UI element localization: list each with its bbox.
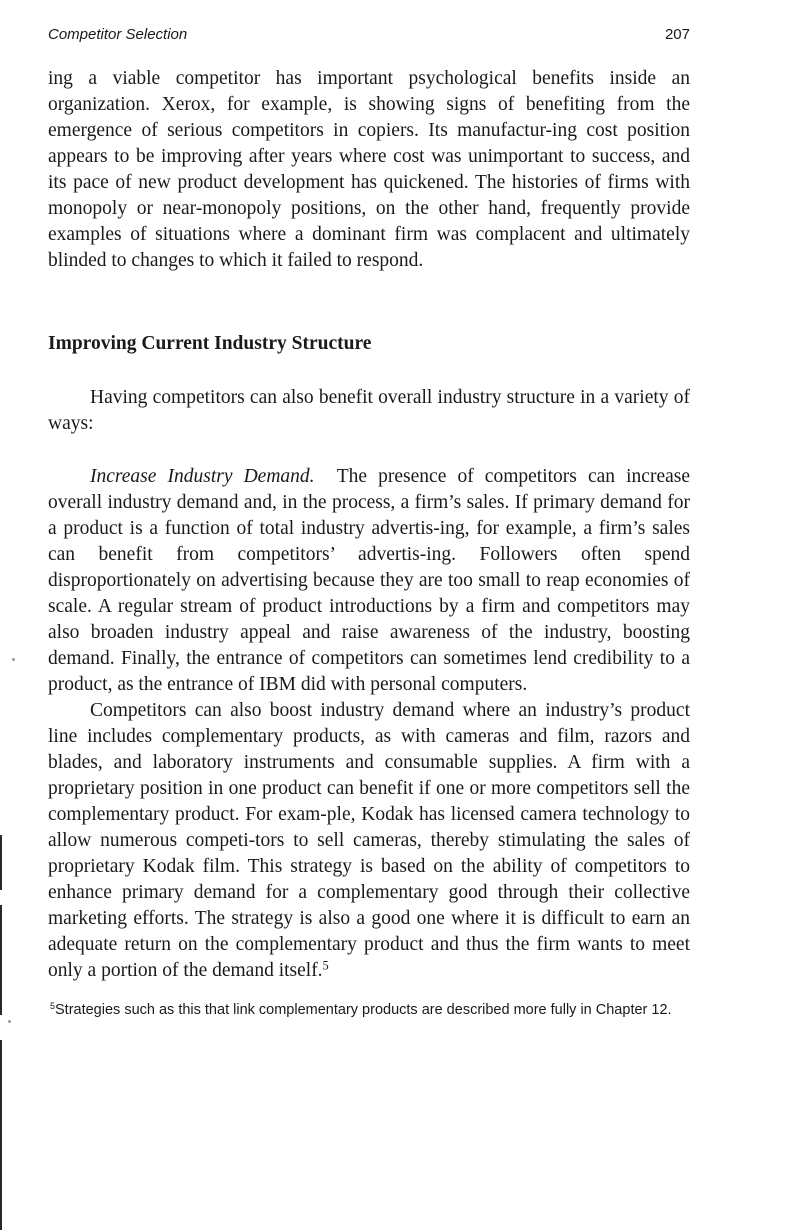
footnote-reference: 5	[322, 958, 329, 973]
scan-edge-line	[0, 1040, 2, 1230]
paragraph-intro: Having competitors can also benefit overall industry structure in a variety of ways:	[48, 387, 690, 434]
paragraph-complementary-text: Competitors can also boost industry demand where an industry’s product line includes complementary products, as with cameras and film, razors and blades, and laboratory instruments and consumable supplies. A firm with a proprietary position in one product can benefit if one or more competitors sell the complementary product. For exam-ple, Kodak has licensed camera technology to allow numerous competi-tors to sell cameras, thereby stimulating the sales of proprietary Kodak film. This strategy is based on the ability of competitors to enhance primary demand for a complementary good through their collective marketing efforts. The strategy is also a good one where it is difficult to earn an adequate return on the complementary product and thus the firm wants to meet only a portion of the demand itself.	[48, 700, 690, 981]
paragraph-continued: ing a viable competitor has important psychological benefits inside an organization. Xerox, for example, is showing signs of benefiting from the emergence of serious competitors in copiers. Its manufactur-ing cost position appears to be improving after years where cost was unimportant to success, and its pace of new product development has quickened. The histories of firms with monopoly or near-monopoly positions, on the other hand, frequently provide examples of situations where a dominant firm was complacent and ultimately blinded to changes to which it failed to respond.	[48, 68, 690, 271]
page-number: 207	[664, 26, 690, 43]
paragraph-increase-demand-text: The presence of competitors can increase overall industry demand and, in the process, a firm’s sales. If primary demand for a product is a function of total industry advertis-ing, for example, a firm’s sales can benefit from competitors’ advertis-ing. Followers often spend disproportionately on advertising because they are too small to reap economies of scale. A regular stream of product introductions by a firm and competitors may also broaden industry appeal and raise awareness of the industry, boosting demand. Finally, the entrance of competitors can sometimes lend credibility to a product, as the entrance of IBM did with personal computers.	[48, 466, 690, 695]
running-head	[48, 26, 690, 48]
footnote-text: Strategies such as this that link complementary products are described more fully in Chapter 12.	[55, 1002, 672, 1018]
run-in-heading: Increase Industry Demand.	[90, 466, 315, 487]
section-heading: Improving Current Industry Structure	[48, 333, 372, 354]
scan-edge-line	[0, 905, 2, 1015]
scan-edge-line	[0, 835, 2, 890]
footnote	[50, 1000, 690, 1020]
scan-speck	[8, 1020, 11, 1023]
paragraph-increase-demand	[48, 464, 690, 698]
book-page	[48, 26, 690, 1020]
paragraph-complementary	[48, 698, 690, 984]
footnote-marker: 5	[50, 1001, 55, 1012]
scan-speck	[12, 658, 15, 661]
running-head-title: Competitor Selection	[48, 26, 188, 43]
